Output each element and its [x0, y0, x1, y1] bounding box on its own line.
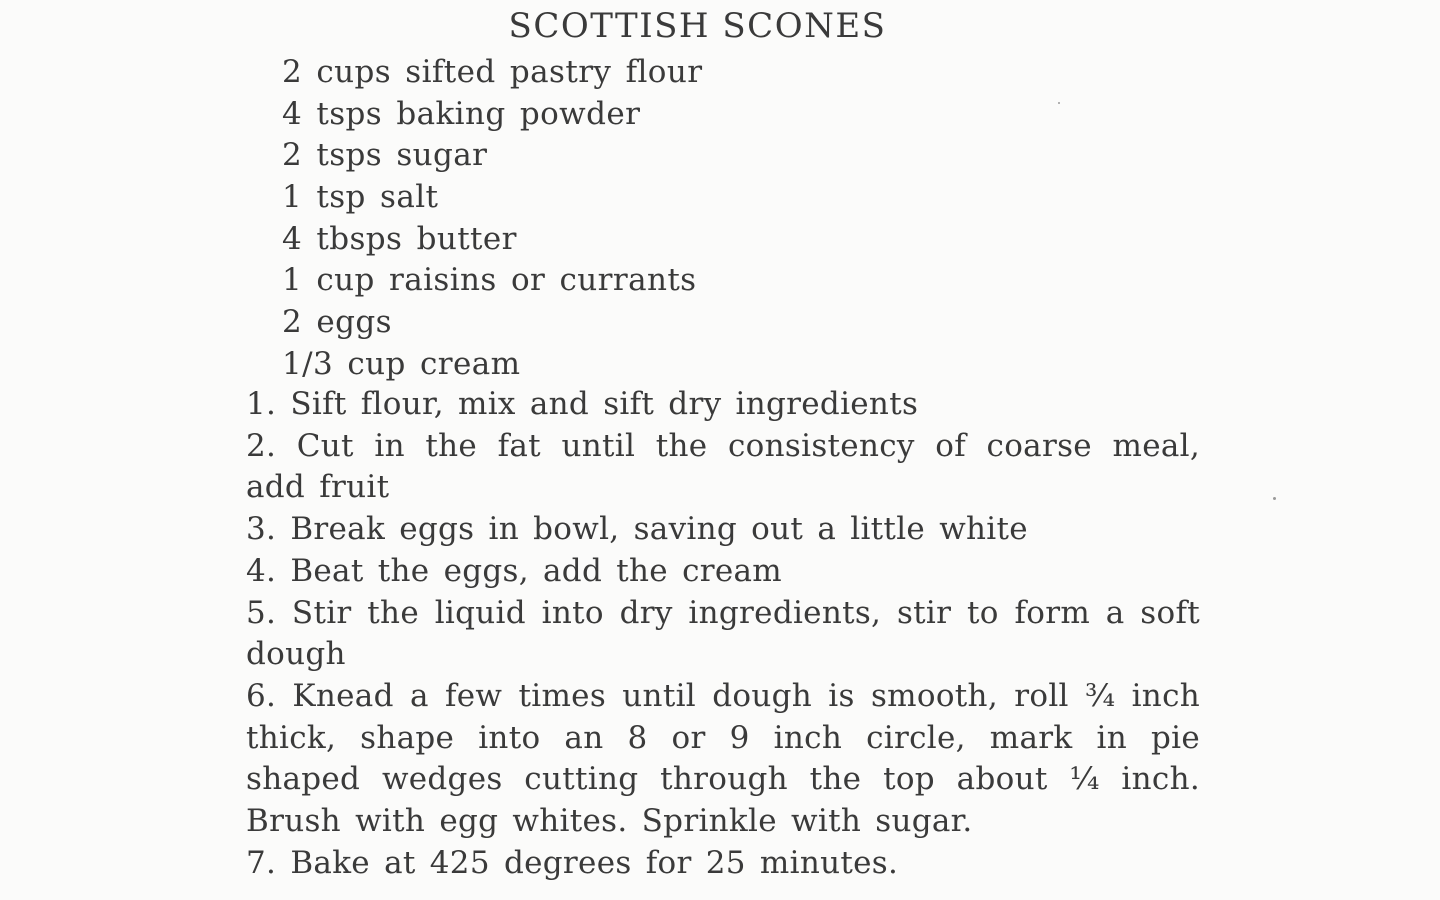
- ingredient-item: 4 tsps baking powder: [282, 95, 641, 132]
- ingredient-item: 1 tsp salt: [282, 179, 439, 216]
- instruction-step: 1. Sift flour, mix and sift dry ingredients: [246, 386, 919, 422]
- ingredient-item: 2 eggs: [282, 304, 392, 341]
- ingredient-item: 1/3 cup cream: [282, 345, 521, 382]
- instruction-step: 3. Break eggs in bowl, saving out a little white: [246, 511, 1028, 548]
- instruction-list: [246, 384, 1200, 884]
- ingredient-item: 2 cups sifted pastry flour: [282, 54, 703, 90]
- instruction-step: 6. Knead a few times until dough is smooth, roll ¾ inch thick, shape into an 8 or 9 inch circle, mark in pie shaped wedges cutting through the top about ¼ inch. Brush with egg whites. Sprinkle with sugar.: [246, 677, 1200, 840]
- instruction-step: 5. Stir the liquid into dry ingredients, stir to form a soft dough: [246, 594, 1200, 673]
- paper-speck: [1058, 102, 1060, 104]
- ingredient-item: 4 tbsps butter: [282, 220, 517, 257]
- paper-speck: [1273, 497, 1276, 500]
- instruction-step: 2. Cut in the fat until the consistency of coarse meal, add fruit: [246, 427, 1200, 506]
- recipe-title: SCOTTISH SCONES: [508, 6, 887, 46]
- ingredient-item: 1 cup raisins or currants: [282, 262, 697, 299]
- instruction-step: 7. Bake at 425 degrees for 25 minutes.: [246, 844, 899, 881]
- ingredient-list: [282, 52, 702, 386]
- instruction-step: 4. Beat the eggs, add the cream: [246, 552, 782, 589]
- ingredient-item: 2 tsps sugar: [282, 137, 488, 174]
